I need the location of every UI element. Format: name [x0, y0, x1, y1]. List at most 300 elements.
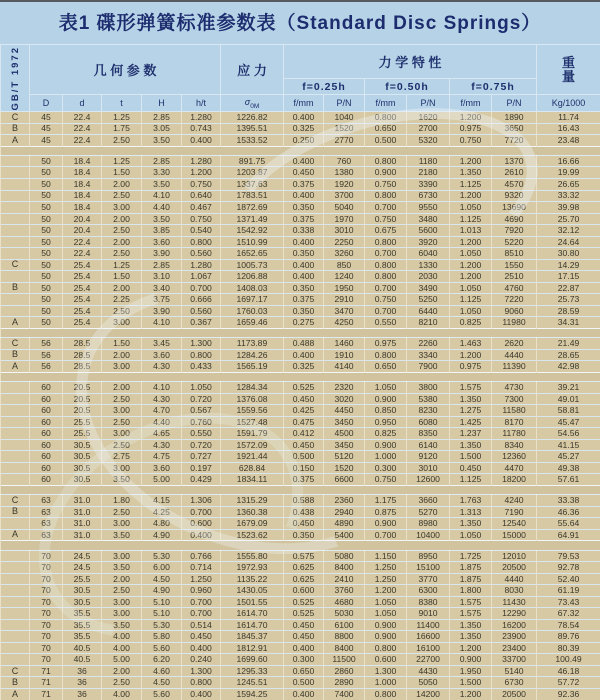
cell-f_075: 1.125 — [450, 213, 492, 225]
table-row — [1, 282, 600, 294]
cell-weight: 23.48 — [537, 135, 600, 147]
cell-P_075: 6730 — [492, 677, 537, 689]
cell-weight: 78.54 — [537, 619, 600, 631]
cell-P_075: 16200 — [492, 619, 537, 631]
cell-P_075: 4440 — [492, 349, 537, 361]
cell-weight: 24.64 — [537, 236, 600, 248]
cell-d: 31.0 — [63, 506, 102, 518]
cell-d: 40.5 — [63, 654, 102, 666]
cell-d: 25.4 — [63, 317, 102, 329]
cell-sigma: 1594.25 — [221, 688, 284, 700]
cell-P_025: 760 — [324, 155, 365, 167]
cell-t: 3.00 — [102, 428, 142, 440]
cell-D: 60 — [30, 428, 63, 440]
cell-P_075: 4240 — [492, 495, 537, 507]
cell-f_025: 0.400 — [284, 642, 324, 654]
cell-P_050: 1180 — [407, 155, 450, 167]
cell-H: 3.50 — [142, 179, 182, 191]
col-header-ht: h/t — [182, 95, 221, 112]
cell-t: 3.50 — [102, 474, 142, 486]
cell-f_050: 0.800 — [365, 688, 407, 700]
table-row — [1, 573, 600, 585]
cell-f_050: 0.300 — [365, 462, 407, 474]
table-header — [1, 45, 600, 112]
cell-h_t: 1.200 — [182, 167, 221, 179]
cell-weight: 42.98 — [537, 361, 600, 373]
cell-H: 4.10 — [142, 190, 182, 202]
standard-label-cell — [1, 45, 30, 112]
cell-t: 1.50 — [102, 338, 142, 350]
cell-series — [1, 248, 30, 260]
deflection-050-header: f=0.50h — [365, 79, 450, 95]
table-row — [1, 642, 600, 654]
cell-f_050: 1.050 — [365, 608, 407, 620]
cell-f_025: 0.525 — [284, 596, 324, 608]
cell-sigma: 1315.29 — [221, 495, 284, 507]
cell-f_025: 0.400 — [284, 259, 324, 271]
cell-P_025: 2250 — [324, 236, 365, 248]
cell-f_075: 1.313 — [450, 506, 492, 518]
cell-P_050: 3390 — [407, 179, 450, 191]
col-header-H: H — [142, 95, 182, 112]
table-row — [1, 179, 600, 191]
cell-h_t: 0.640 — [182, 190, 221, 202]
cell-H: 3.30 — [142, 167, 182, 179]
cell-H: 4.15 — [142, 495, 182, 507]
cell-f_050: 0.500 — [365, 135, 407, 147]
cell-d: 24.5 — [63, 562, 102, 574]
cell-P_075: 11430 — [492, 596, 537, 608]
cell-d: 30.5 — [63, 439, 102, 451]
cell-P_075: 12290 — [492, 608, 537, 620]
cell-P_050: 6040 — [407, 248, 450, 260]
cell-D: 50 — [30, 317, 63, 329]
cell-P_075: 7190 — [492, 506, 537, 518]
cell-weight: 54.56 — [537, 428, 600, 440]
cell-f_025: 0.525 — [284, 608, 324, 620]
cell-P_075: 23900 — [492, 631, 537, 643]
cell-f_075: 1.200 — [450, 236, 492, 248]
cell-H: 3.10 — [142, 271, 182, 283]
cell-f_050: 0.650 — [365, 123, 407, 135]
cell-P_075: 11390 — [492, 361, 537, 373]
table-row — [1, 585, 600, 597]
cell-h_t: 0.700 — [182, 596, 221, 608]
cell-d: 35.5 — [63, 631, 102, 643]
cell-sigma: 1921.44 — [221, 451, 284, 463]
cell-P_050: 9550 — [407, 202, 450, 214]
cell-P_075: 4690 — [492, 213, 537, 225]
cell-t: 2.50 — [102, 439, 142, 451]
cell-P_025: 3450 — [324, 439, 365, 451]
cell-P_050: 11400 — [407, 619, 450, 631]
cell-weight: 80.39 — [537, 642, 600, 654]
cell-f_075: 1.350 — [450, 167, 492, 179]
cell-f_075: 1.200 — [450, 190, 492, 202]
cell-P_025: 4890 — [324, 518, 365, 530]
cell-f_025: 0.325 — [284, 361, 324, 373]
cell-weight: 16.66 — [537, 155, 600, 167]
cell-P_075: 9320 — [492, 190, 537, 202]
table-row — [1, 631, 600, 643]
cell-series — [1, 167, 30, 179]
cell-P_025: 1040 — [324, 112, 365, 124]
cell-P_050: 3340 — [407, 349, 450, 361]
cell-P_025: 4680 — [324, 596, 365, 608]
table-row — [1, 495, 600, 507]
table-row — [1, 305, 600, 317]
cell-H: 5.60 — [142, 642, 182, 654]
cell-f_075: 1.463 — [450, 338, 492, 350]
cell-H: 4.90 — [142, 529, 182, 541]
sigma-symbol: σ — [244, 96, 251, 107]
cell-sigma: 1337.63 — [221, 179, 284, 191]
cell-f_025: 0.450 — [284, 393, 324, 405]
cell-d: 22.4 — [63, 236, 102, 248]
cell-f_075: 1.237 — [450, 428, 492, 440]
deflection-075-header: f=0.75h — [450, 79, 537, 95]
cell-H: 3.60 — [142, 462, 182, 474]
cell-weight: 92.36 — [537, 688, 600, 700]
cell-f_050: 0.900 — [365, 393, 407, 405]
cell-series — [1, 190, 30, 202]
cell-series — [1, 294, 30, 306]
cell-f_050: 0.800 — [365, 155, 407, 167]
cell-H: 3.05 — [142, 123, 182, 135]
cell-P_025: 8800 — [324, 631, 365, 643]
cell-h_t: 0.666 — [182, 294, 221, 306]
cell-H: 4.10 — [142, 317, 182, 329]
cell-series: A — [1, 688, 30, 700]
cell-f_025: 0.625 — [284, 562, 324, 574]
cell-weight: 57.72 — [537, 677, 600, 689]
table-row — [1, 393, 600, 405]
cell-series: B — [1, 506, 30, 518]
cell-h_t: 0.514 — [182, 619, 221, 631]
cell-P_050: 2030 — [407, 271, 450, 283]
cell-P_050: 9010 — [407, 608, 450, 620]
cell-series: A — [1, 317, 30, 329]
cell-f_050: 0.675 — [365, 225, 407, 237]
cell-h_t: 0.433 — [182, 361, 221, 373]
cell-f_025: 0.250 — [284, 135, 324, 147]
cell-P_075: 7920 — [492, 225, 537, 237]
cell-series — [1, 451, 30, 463]
cell-sigma: 1206.88 — [221, 271, 284, 283]
cell-D: 70 — [30, 573, 63, 585]
cell-f_075: 1.200 — [450, 271, 492, 283]
cell-weight: 33.32 — [537, 190, 600, 202]
cell-weight: 25.73 — [537, 294, 600, 306]
cell-P_025: 2410 — [324, 573, 365, 585]
cell-f_050: 1.050 — [365, 382, 407, 394]
cell-sigma: 1245.51 — [221, 677, 284, 689]
cell-P_025: 3700 — [324, 190, 365, 202]
cell-h_t: 1.280 — [182, 112, 221, 124]
cell-series — [1, 562, 30, 574]
cell-sigma: 1203.87 — [221, 167, 284, 179]
cell-d: 28.5 — [63, 338, 102, 350]
cell-P_050: 8350 — [407, 428, 450, 440]
cell-f_075: 1.425 — [450, 416, 492, 428]
cell-sigma: 1371.49 — [221, 213, 284, 225]
cell-series: B — [1, 282, 30, 294]
cell-D: 50 — [30, 167, 63, 179]
cell-h_t: 0.400 — [182, 642, 221, 654]
cell-t: 2.00 — [102, 179, 142, 191]
cell-H: 2.85 — [142, 112, 182, 124]
cell-D: 45 — [30, 135, 63, 147]
cell-sigma: 1360.38 — [221, 506, 284, 518]
cell-D: 60 — [30, 462, 63, 474]
cell-H: 4.10 — [142, 382, 182, 394]
cell-P_025: 3020 — [324, 393, 365, 405]
cell-P_025: 11500 — [324, 654, 365, 666]
weight-header — [537, 45, 600, 95]
cell-f_075: 1.350 — [450, 518, 492, 530]
cell-D: 71 — [30, 688, 63, 700]
cell-weight: 21.49 — [537, 338, 600, 350]
cell-weight: 73.43 — [537, 596, 600, 608]
group-separator — [1, 485, 600, 494]
cell-d: 25.5 — [63, 416, 102, 428]
cell-h_t: 1.050 — [182, 382, 221, 394]
cell-P_075: 1370 — [492, 155, 537, 167]
cell-t: 2.00 — [102, 573, 142, 585]
cell-D: 70 — [30, 642, 63, 654]
cell-f_050: 1.250 — [365, 562, 407, 574]
col-header-d: d — [63, 95, 102, 112]
cell-series — [1, 225, 30, 237]
cell-f_050: 0.750 — [365, 213, 407, 225]
cell-d: 25.4 — [63, 282, 102, 294]
cell-weight: 32.12 — [537, 225, 600, 237]
table-row — [1, 677, 600, 689]
cell-sigma: 1555.80 — [221, 550, 284, 562]
cell-P_025: 2890 — [324, 677, 365, 689]
cell-P_050: 14200 — [407, 688, 450, 700]
sigma-subscript: 0M — [250, 102, 260, 110]
cell-sigma: 1135.22 — [221, 573, 284, 585]
cell-D: 63 — [30, 529, 63, 541]
cell-weight: 89.76 — [537, 631, 600, 643]
cell-D: 63 — [30, 518, 63, 530]
cell-P_075: 12010 — [492, 550, 537, 562]
cell-d: 25.4 — [63, 271, 102, 283]
cell-h_t: 0.700 — [182, 282, 221, 294]
cell-sigma: 1501.55 — [221, 596, 284, 608]
cell-f_050: 0.800 — [365, 642, 407, 654]
cell-sigma: 1659.46 — [221, 317, 284, 329]
cell-f_075: 1.350 — [450, 393, 492, 405]
cell-P_050: 2700 — [407, 123, 450, 135]
cell-D: 63 — [30, 506, 63, 518]
cell-d: 25.4 — [63, 259, 102, 271]
cell-D: 70 — [30, 619, 63, 631]
cell-f_050: 0.750 — [365, 179, 407, 191]
cell-t: 3.50 — [102, 562, 142, 574]
cell-D: 60 — [30, 451, 63, 463]
cell-h_t: 0.960 — [182, 585, 221, 597]
cell-P_075: 12540 — [492, 518, 537, 530]
cell-H: 4.70 — [142, 405, 182, 417]
cell-h_t: 1.306 — [182, 495, 221, 507]
cell-D: 60 — [30, 474, 63, 486]
mechanical-header: 力 学 特 性 — [284, 45, 537, 79]
cell-weight: 46.36 — [537, 506, 600, 518]
cell-sigma: 1812.91 — [221, 642, 284, 654]
cell-P_075: 4760 — [492, 282, 537, 294]
cell-weight: 16.43 — [537, 123, 600, 135]
cell-D: 70 — [30, 585, 63, 597]
cell-f_075: 1.013 — [450, 225, 492, 237]
cell-h_t: 0.700 — [182, 506, 221, 518]
cell-H: 3.40 — [142, 282, 182, 294]
cell-P_050: 6730 — [407, 190, 450, 202]
cell-f_075: 1.200 — [450, 155, 492, 167]
cell-D: 56 — [30, 361, 63, 373]
cell-series: C — [1, 259, 30, 271]
cell-weight: 67.32 — [537, 608, 600, 620]
table-row — [1, 562, 600, 574]
cell-f_075: 1.125 — [450, 179, 492, 191]
cell-P_025: 2770 — [324, 135, 365, 147]
cell-f_025: 0.375 — [284, 213, 324, 225]
cell-h_t: 1.300 — [182, 665, 221, 677]
cell-t: 3.00 — [102, 518, 142, 530]
table-row — [1, 382, 600, 394]
cell-f_025: 0.488 — [284, 338, 324, 350]
cell-f_050: 0.850 — [365, 405, 407, 417]
cell-sigma: 1430.05 — [221, 585, 284, 597]
cell-P_050: 3920 — [407, 236, 450, 248]
cell-sigma: 1173.89 — [221, 338, 284, 350]
cell-weight: 100.49 — [537, 654, 600, 666]
cell-P_025: 6100 — [324, 619, 365, 631]
cell-series — [1, 550, 30, 562]
cell-weight: 58.81 — [537, 405, 600, 417]
cell-series — [1, 518, 30, 530]
cell-sigma: 1972.93 — [221, 562, 284, 574]
cell-series: B — [1, 349, 30, 361]
cell-series — [1, 271, 30, 283]
cell-f_075: 1.800 — [450, 585, 492, 597]
cell-H: 3.90 — [142, 248, 182, 260]
cell-P_050: 3490 — [407, 282, 450, 294]
cell-h_t: 0.750 — [182, 213, 221, 225]
cell-weight: 30.80 — [537, 248, 600, 260]
cell-P_025: 1910 — [324, 349, 365, 361]
cell-H: 3.60 — [142, 349, 182, 361]
cell-f_075: 1.350 — [450, 439, 492, 451]
cell-weight: 22.87 — [537, 282, 600, 294]
cell-weight: 52.40 — [537, 573, 600, 585]
cell-P_050: 6140 — [407, 439, 450, 451]
cell-f_050: 0.750 — [365, 294, 407, 306]
cell-weight: 28.65 — [537, 349, 600, 361]
cell-D: 50 — [30, 305, 63, 317]
cell-P_050: 12600 — [407, 474, 450, 486]
cell-D: 70 — [30, 550, 63, 562]
cell-d: 22.4 — [63, 135, 102, 147]
cell-series: A — [1, 529, 30, 541]
cell-series — [1, 585, 30, 597]
cell-P_075: 2610 — [492, 167, 537, 179]
cell-f_025: 0.400 — [284, 112, 324, 124]
cell-f_025: 0.450 — [284, 167, 324, 179]
cell-f_075: 1.125 — [450, 294, 492, 306]
cell-t: 2.50 — [102, 190, 142, 202]
cell-D: 70 — [30, 654, 63, 666]
weight-header-line2: 量 — [562, 68, 576, 84]
cell-t: 3.00 — [102, 202, 142, 214]
cell-P_025: 2320 — [324, 382, 365, 394]
cell-t: 1.50 — [102, 167, 142, 179]
cell-series: C — [1, 338, 30, 350]
cell-f_050: 1.000 — [365, 677, 407, 689]
cell-f_075: 0.825 — [450, 317, 492, 329]
cell-H: 2.85 — [142, 259, 182, 271]
cell-D: 60 — [30, 393, 63, 405]
cell-P_075: 15000 — [492, 529, 537, 541]
cell-P_025: 2910 — [324, 294, 365, 306]
cell-t: 2.50 — [102, 135, 142, 147]
cell-h_t: 0.400 — [182, 135, 221, 147]
stress-header: 应 力 — [221, 45, 284, 95]
cell-t: 3.00 — [102, 608, 142, 620]
cell-D: 45 — [30, 112, 63, 124]
cell-D: 50 — [30, 225, 63, 237]
cell-series — [1, 213, 30, 225]
cell-P_075: 4730 — [492, 382, 537, 394]
cell-weight: 45.47 — [537, 416, 600, 428]
cell-f_025: 0.450 — [284, 619, 324, 631]
cell-series — [1, 596, 30, 608]
cell-sigma: 1005.73 — [221, 259, 284, 271]
cell-P_050: 6440 — [407, 305, 450, 317]
cell-t: 1.80 — [102, 495, 142, 507]
cell-P_050: 2180 — [407, 167, 450, 179]
cell-P_025: 3450 — [324, 416, 365, 428]
cell-series — [1, 573, 30, 585]
cell-weight: 92.78 — [537, 562, 600, 574]
cell-f_050: 1.250 — [365, 573, 407, 585]
cell-weight: 11.74 — [537, 112, 600, 124]
cell-d: 25.4 — [63, 305, 102, 317]
cell-f_075: 1.200 — [450, 642, 492, 654]
cell-P_050: 6080 — [407, 416, 450, 428]
cell-f_025: 0.400 — [284, 155, 324, 167]
cell-f_075: 1.200 — [450, 688, 492, 700]
cell-sigma: 1872.69 — [221, 202, 284, 214]
cell-weight: 64.91 — [537, 529, 600, 541]
cell-d: 31.0 — [63, 518, 102, 530]
cell-series — [1, 439, 30, 451]
table-row — [1, 405, 600, 417]
cell-series — [1, 416, 30, 428]
table-row — [1, 135, 600, 147]
cell-h_t: 0.197 — [182, 462, 221, 474]
cell-d: 20.5 — [63, 405, 102, 417]
cell-H: 4.25 — [142, 506, 182, 518]
cell-f_025: 0.300 — [284, 654, 324, 666]
cell-P_075: 12360 — [492, 451, 537, 463]
cell-f_075: 1.200 — [450, 259, 492, 271]
cell-f_050: 0.600 — [365, 654, 407, 666]
cell-sigma: 1284.34 — [221, 382, 284, 394]
cell-t: 3.00 — [102, 317, 142, 329]
cell-P_025: 1920 — [324, 179, 365, 191]
